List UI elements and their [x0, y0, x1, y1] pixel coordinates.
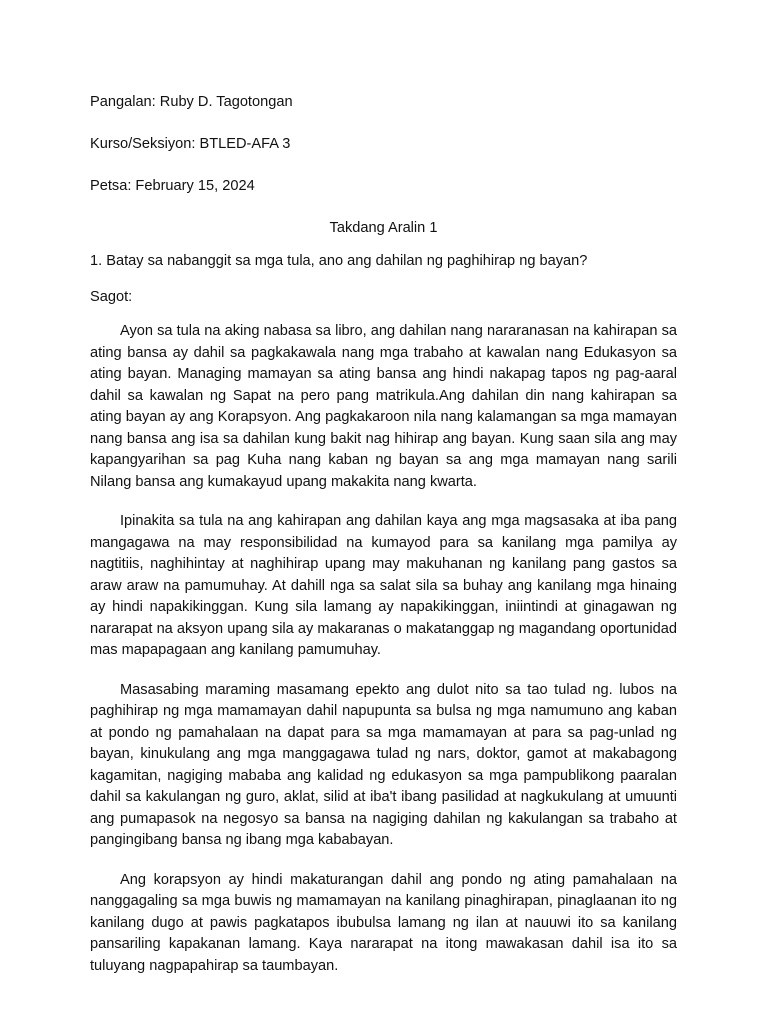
course-line: Kurso/Seksiyon: BTLED-AFA 3 — [90, 136, 291, 152]
name-line: Pangalan: Ruby D. Tagotongan — [90, 94, 293, 110]
date-line: Petsa: February 15, 2024 — [90, 178, 255, 194]
answer-paragraph-3: Masasabing maraming masamang epekto ang dulot nito sa tao tulad ng. lubos na paghihirap ng mga mamamayan dahil napupunta sa bulsa ng mga namumuno ang kaban at pondo ng pamahalaan na dapat para sa mga mamamayan at para sa pag-unlad ng bayan, kinukulang ang mga manggagawa tulad ng nars, doktor, gamot at makabagong kagamitan, nagiging mababa ang kalidad ng edukasyon sa mga pampublikong paaralan dahil sa kakulangan ng guro, aklat, silid at iba't ibang pasilidad at nagkukulang at umuunti ang pumapasok na negosyo sa bansa na nagiging dahilan ng kakulangan sa trabaho at pangingibang bansa ng ibang mga kababayan. — [90, 681, 677, 848]
answer-label: Sagot: — [90, 289, 133, 305]
answer-paragraph-1: Ayon sa tula na aking nabasa sa libro, ang dahilan nang nararanasan na kahirapan sa ating bansa ay dahil sa pagkakawala nang mga trabaho at kawalan nang Edukasyon sa ating bayan. Managing mamayan sa ating bansa ang hindi nakapag tapos ng pag-aaral dahil sa kawalan ng Sapat na pero pang matrikula.Ang dahilan din nang kahirapan sa ating bayan ay ang Korapsyon. Ang pagkakaroon nila nang kalamangan sa mga mamayan nang bansa ang isa sa dahilan kung bakit nag hihirap ang bayan. Kung saan sila ang may kapangyarihan sa pag Kuha nang kaban ng bayan sa ang mga mamayan nang sarili Nilang bansa ang kumakayud upang makakita nang kwarta. — [90, 323, 677, 490]
document-title: Takdang Aralin 1 — [329, 220, 438, 236]
answer-paragraph-2: Ipinakita sa tula na ang kahirapan ang dahilan kaya ang mga magsasaka at iba pang mangagawa na may responsibilidad na kumayod para sa kanilang mga pamilya ay nagtitiis, naghihintay at naghihirap upang may makuhanan ng kanilang pang gastos sa araw araw na pamumuhay. At dahill nga sa salat sila sa buhay ang kanilang mga hinaing ay hindi napakikinggan. Kung sila lamang ay napakikinggan, iniintindi at ginagawan ng nararapat na aksyon upang sila ay makaranas o makatanggap ng magandang oportunidad mas mapapagaan ang kanilang pamumuhay. — [90, 513, 677, 658]
answer-paragraph-4: Ang korapsyon ay hindi makaturangan dahil ang pondo ng ating pamahalaan na nanggagaling sa mga buwis ng mamamayan na kanilang pinaghirapan, pinaglaanan ito ng kanilang dugo at pawis pagkatapos ibubulsa lamang ng ilan at nauuwi ito sa kanilang pansariling kapakanan lamang. Kaya nararapat na itong mawakasan dahil isa ito sa tuluyang nagpapahirap sa taumbayan. — [90, 871, 677, 974]
question-text: 1. Batay sa nabanggit sa mga tula, ano ang dahilan ng paghihirap ng bayan? — [90, 253, 588, 269]
